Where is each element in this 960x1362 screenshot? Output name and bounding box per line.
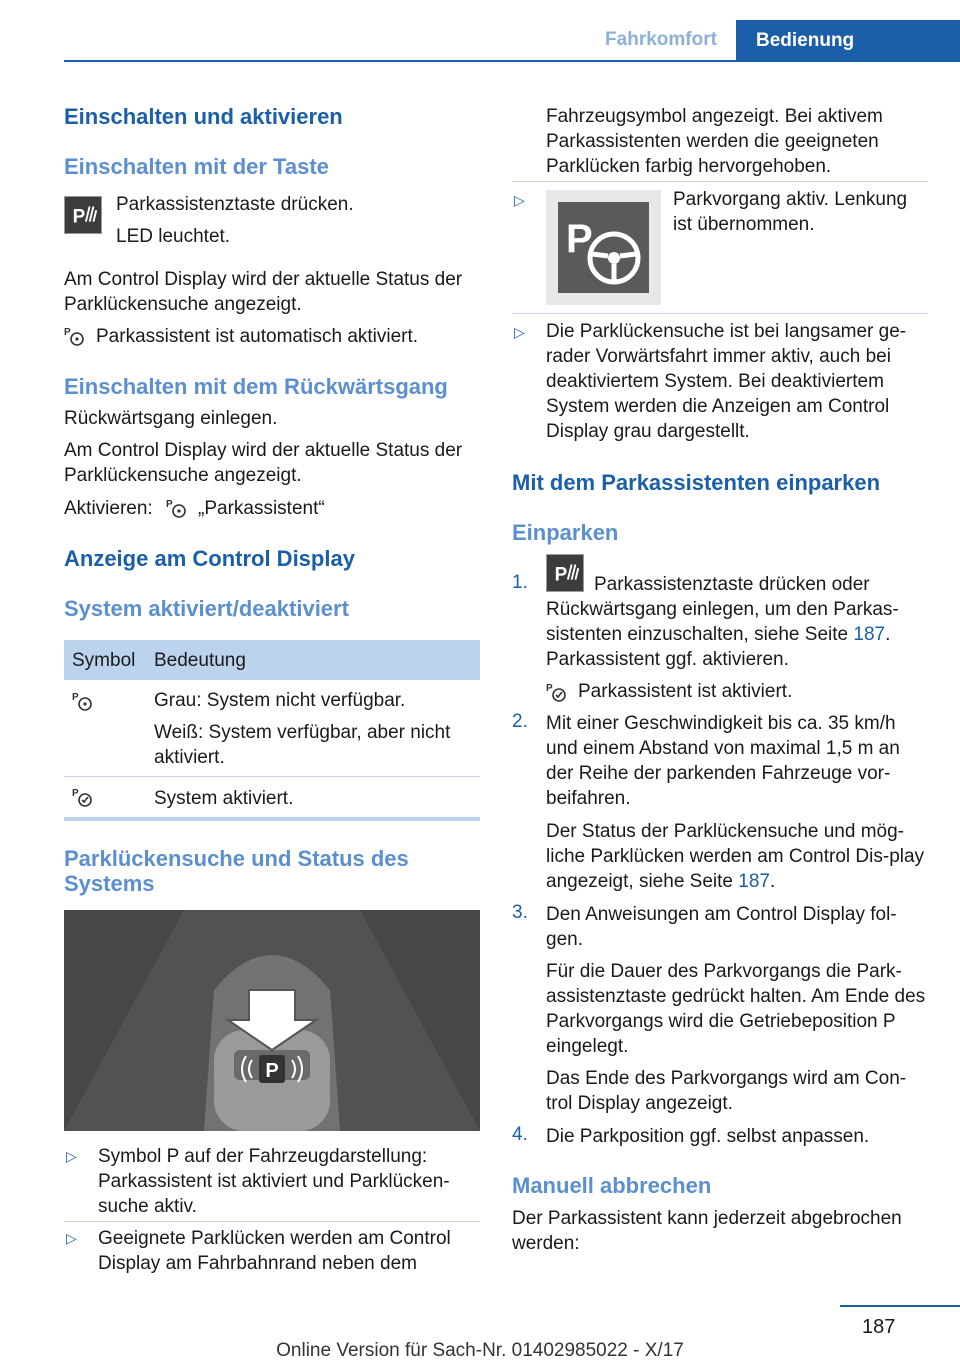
- table-row1-b: Weiß: System verfügbar, aber nicht aktiviert.: [154, 722, 451, 768]
- aktivieren-value: „Parkassistent“: [198, 498, 325, 519]
- footer-rule: [840, 1305, 960, 1307]
- heading-einschalten: Einschalten und aktivieren: [64, 104, 343, 129]
- bullet-parkluecke-suche: Die Parklückensuche ist bei langsamer ge-rader Vorwärtsfahrt immer aktiv, auch bei deaktiviertem System. Bei deaktiviertem System werden die Anzeigen am Control Display grau dargestellt.: [546, 321, 907, 442]
- cont-paragraph: Fahrzeugsymbol angezeigt. Bei aktivem Parkassistenten werden die geeigneten Parklücken farbig hervorgehoben.: [546, 106, 883, 177]
- col-symbol: Symbol: [72, 650, 136, 671]
- svg-text:P: P: [72, 692, 79, 703]
- table-end-rule: [64, 817, 480, 821]
- park-assist-icon: [546, 681, 568, 703]
- step3-sub2: Das Ende des Parkvorgangs wird am Con-trol Display angezeigt.: [546, 1068, 907, 1114]
- heading-einparken: Einparken: [512, 520, 619, 545]
- bullet-symbol-p: Symbol P auf der Fahrzeugdarstellung: Parkassistent ist aktiviert und Parklücken-suche aktiv.: [98, 1146, 450, 1217]
- aktivieren-label: Aktivieren:: [64, 498, 153, 519]
- manuell-text: Der Parkassistent kann jederzeit abgebrochen werden:: [512, 1208, 902, 1254]
- bullet-marker: ▷: [66, 1148, 77, 1164]
- tab-bedienung[interactable]: Bedienung: [736, 20, 960, 62]
- rueck-step-2: Am Control Display wird der aktuelle Status der Parklückensuche angezeigt.: [64, 440, 463, 486]
- heading-system: System aktiviert/deaktiviert: [64, 596, 349, 621]
- taste-step-2: LED leuchtet.: [116, 226, 231, 247]
- illus-p-label: P: [265, 1060, 279, 1082]
- svg-text:P: P: [72, 206, 86, 228]
- svg-text:P: P: [64, 327, 71, 338]
- step1-sub: Parkassistent ist aktiviert.: [578, 681, 793, 702]
- tab-fahrkomfort[interactable]: Fahrkomfort: [605, 29, 717, 50]
- step-number: 2.: [512, 711, 528, 732]
- page-number: 187: [862, 1316, 896, 1338]
- parkvorgang-symbol: [546, 190, 661, 305]
- step4-text: Die Parkposition ggf. selbst anpassen.: [546, 1126, 870, 1147]
- heading-parkluecke: Parklückensuche und Status des Systems: [64, 846, 409, 896]
- bullet-divider: [512, 313, 928, 314]
- heading-anzeige: Anzeige am Control Display: [64, 546, 355, 571]
- step3-sub1: Für die Dauer des Parkvorgangs die Park-assistenztaste gedrückt halten. Am Ende des Parkvorgangs wird die Getriebeposition P eingelegt.: [546, 961, 926, 1057]
- bullet-divider: [64, 1221, 480, 1222]
- heading-einparken-main: Mit dem Parkassistenten einparken: [512, 470, 881, 495]
- bullet-marker: ▷: [66, 1230, 77, 1246]
- header-rule: [64, 60, 960, 62]
- heading-taste: Einschalten mit der Taste: [64, 154, 329, 179]
- step3-text: Den Anweisungen am Control Display fol-gen.: [546, 904, 897, 950]
- svg-text:P: P: [566, 217, 593, 261]
- park-assist-active-icon: [72, 786, 94, 808]
- heading-rueckwaerts: Einschalten mit dem Rückwärtsgang: [64, 374, 448, 399]
- table-row2: System aktiviert.: [154, 788, 294, 809]
- bullet-divider: [512, 181, 928, 182]
- svg-text:P: P: [72, 788, 79, 799]
- step1-text: Parkassistenztaste drücken oder Rückwärtsgang einlegen, um den Parkas-sistenten einzuschalten, siehe Seite 187. Parkassistent ggf. aktivieren.: [546, 574, 899, 670]
- table-divider: [64, 776, 480, 777]
- park-assist-icon: [166, 497, 188, 519]
- rueck-step-1: Rückwärtsgang einlegen.: [64, 408, 278, 429]
- bullet-geeignete: Geeignete Parklücken werden am Control Display am Fahrbahnrand neben dem: [98, 1228, 451, 1274]
- status-paragraph: Am Control Display wird der aktuelle Status der Parklückensuche angezeigt.: [64, 269, 463, 315]
- step-number: 1.: [512, 572, 528, 593]
- svg-text:P: P: [554, 564, 568, 586]
- page-link-187[interactable]: 187: [738, 871, 770, 892]
- park-assist-icon: [64, 325, 86, 347]
- step-number: 4.: [512, 1124, 528, 1145]
- park-button-icon: [64, 196, 102, 234]
- page-link-187[interactable]: 187: [853, 624, 886, 645]
- parking-illustration: [64, 910, 480, 1131]
- page-header: [0, 0, 960, 62]
- park-assist-gray-icon: [72, 690, 94, 712]
- bullet-marker: ▷: [514, 324, 525, 340]
- parkvorgang-text: Parkvorgang aktiv. Lenkung ist übernommen.: [673, 189, 908, 235]
- table-header: [64, 640, 480, 680]
- bullet-marker: ▷: [514, 192, 525, 208]
- table-row1-a: Grau: System nicht verfügbar.: [154, 690, 406, 711]
- online-version-footer: Online Version für Sach-Nr. 01402985022 - X/17: [276, 1340, 684, 1361]
- step2-text: Mit einer Geschwindigkeit bis ca. 35 km/h und einem Abstand von maximal 1,5 m an der Reihe der parkenden Fahrzeuge vor-beifahren.: [546, 713, 900, 809]
- heading-manuell: Manuell abbrechen: [512, 1173, 712, 1198]
- auto-aktiviert-text: Parkassistent ist automatisch aktiviert.: [96, 326, 419, 347]
- step-number: 3.: [512, 902, 528, 923]
- taste-step-1: Parkassistenztaste drücken.: [116, 194, 354, 215]
- svg-text:P: P: [546, 683, 553, 694]
- step2-sub: Der Status der Parklückensuche und mög-liche Parklücken werden am Control Dis-play angezeigt, siehe Seite 187.: [546, 821, 925, 892]
- svg-text:P: P: [166, 499, 173, 510]
- col-bedeutung: Bedeutung: [154, 650, 246, 671]
